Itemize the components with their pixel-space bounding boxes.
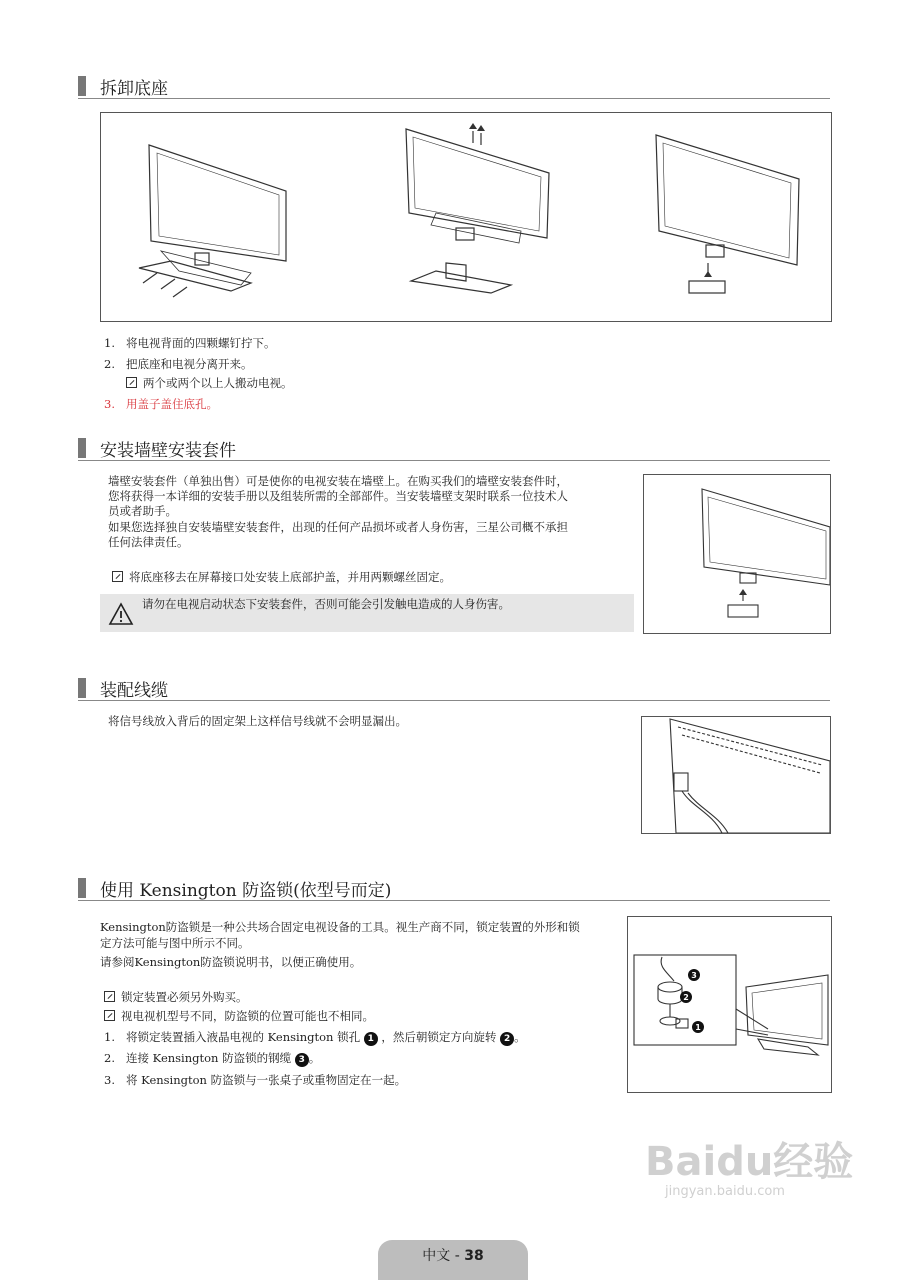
page-number: 38 [464,1248,484,1264]
kensington-step-2: 2. 连接 Kensington 防盗锁的钢缆 3 。 [104,1051,321,1065]
tv-stand-diagram [101,113,831,321]
section-title-text: 拆卸底座 [100,79,168,99]
remove-step-2: 2. 把底座和电视分离开来。 [104,357,253,371]
note-icon [104,1010,115,1021]
badge-3: 3 [295,1053,309,1067]
footer-label: 中文 - [422,1248,460,1264]
section-bar [78,76,86,96]
tv-back-cover-diagram [644,475,830,633]
remove-stand-illustration [100,112,832,322]
kensington-step-3: 3. 将 Kensington 防盗锁与一张桌子或重物固定在一起。 [104,1073,407,1087]
cables-illustration [641,716,831,834]
section-bar [78,438,86,458]
section-bar [78,878,86,898]
remove-step-3: 3. 用盖子盖住底孔。 [104,397,218,411]
section-title-remove-stand [78,74,830,99]
wall-para-line: 任何法律责任。 [108,535,189,549]
remove-step-1: 1. 将电视背面的四颗螺钉拧下。 [104,336,276,350]
remove-note: 两个或两个以上人搬动电视。 [126,376,293,391]
wall-para-line: 墙壁安装套件（单独出售）可是使你的电视安装在墙壁上。在购买我们的墙壁安装套件时， [108,474,568,488]
tv-cable-diagram [642,717,830,833]
section-title-text: 装配线缆 [100,681,168,701]
section-title-text: 安装墙壁安装套件 [100,441,236,461]
kensington-illustration [627,916,832,1093]
kensington-para-line: Kensington防盗锁是一种公共场合固定电视设备的工具。视生产商不同，锁定装置的外形和锁 [100,920,580,934]
diagram-label-1: 1 [695,1023,701,1032]
wall-para-line: 如果您选择独自安装墙壁安装套件，出现的任何产品损坏或者人身伤害，三星公司概不承担 [108,520,568,534]
wall-para-line: 员或者助手。 [108,504,177,518]
kensington-step-1: 1. 将锁定装置插入液晶电视的 Kensington 锁孔 1 ，然后朝锁定方向旋转 2 。 [104,1030,526,1044]
kensington-note-1: 锁定装置必须另外购买。 [104,990,248,1005]
badge-1: 1 [364,1032,378,1046]
section-title-cables [78,676,830,701]
note-icon [104,991,115,1002]
wall-para-line: 您将获得一本详细的安装手册以及组装所需的全部部件。当安装墙壁支架时联系一位技术人 [108,489,568,503]
diagram-label-2: 2 [683,993,689,1002]
wall-note: 将底座移去在屏幕接口处安装上底部护盖，并用两颗螺丝固定。 [112,570,451,585]
note-icon [112,571,123,582]
diagram-label-3: 3 [691,971,697,980]
note-icon [126,377,137,388]
badge-2: 2 [500,1032,514,1046]
section-title-text: 使用 Kensington 防盗锁(依型号而定) [100,881,392,901]
kensington-note-2: 视电视机型号不同，防盗锁的位置可能也不相同。 [104,1009,374,1024]
page-footer [378,1240,528,1280]
kensington-para-line: 请参阅Kensington防盗锁说明书，以便正确使用。 [100,955,362,969]
kensington-para-line: 定方法可能与图中所示不同。 [100,936,250,950]
warning-text: 请勿在电视启动状态下安装套件，否则可能会引发触电造成的人身伤害。 [142,597,510,611]
section-title-wall-mount [78,436,830,461]
baidu-watermark [645,1140,853,1200]
wall-mount-illustration [643,474,831,634]
kensington-lock-diagram [628,917,831,1092]
warning-box [100,594,634,632]
cables-text: 将信号线放入背后的固定架上这样信号线就不会明显漏出。 [108,714,407,728]
section-bar [78,678,86,698]
watermark-url: jingyan.baidu.com [665,1184,785,1199]
section-title-kensington [78,876,830,901]
watermark-brand: Baidu经验 [645,1139,854,1185]
warning-triangle-icon [108,602,134,626]
